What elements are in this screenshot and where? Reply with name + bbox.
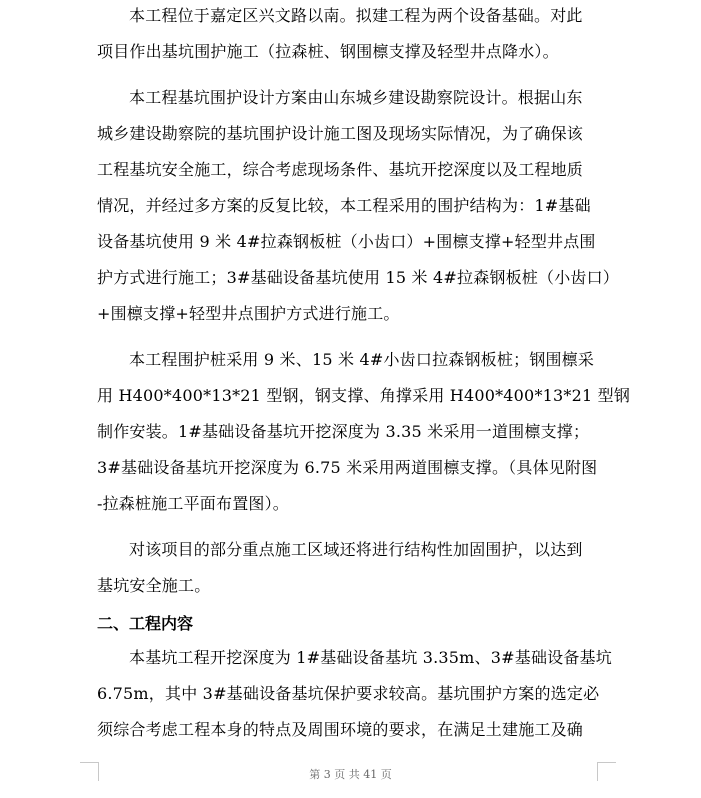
text-line: 6.75m，其中 3#基础设备基坑保护要求较高。基坑围护方案的选定必 — [97, 684, 600, 703]
text-line: 本工程围护桩采用 9 米、15 米 4#小齿口拉森钢板桩；钢围檩采 — [129, 350, 595, 369]
section-heading: 二、工程内容 — [97, 614, 194, 633]
text-line: 须综合考虑工程本身的特点及周围环境的要求，在满足土建施工及确 — [97, 720, 584, 739]
text-line: 城乡建设勘察院的基坑围护设计施工图及现场实际情况，为了确保该 — [97, 124, 584, 143]
text-line: 用 H400*400*13*21 型钢，钢支撑、角撑采用 H400*400*13*21 型钢 — [97, 386, 631, 405]
page-footer: 第 3 页 共 41 页 — [309, 768, 392, 781]
paragraph-3 — [97, 342, 631, 522]
text-line: -拉森桩施工平面布置图）。 — [97, 494, 290, 513]
text-line: +围檩支撑+轻型井点围护方式进行施工。 — [97, 304, 400, 323]
text-line: 本工程基坑围护设计方案由山东城乡建设勘察院设计。根据山东 — [129, 88, 583, 107]
text-line: 项目作出基坑围护施工（拉森桩、钢围檩支撑及轻型井点降水）。 — [97, 42, 559, 61]
document-body — [97, 0, 631, 748]
paragraph-5 — [97, 640, 612, 748]
paragraph-2 — [97, 80, 619, 332]
paragraph-4 — [97, 532, 597, 604]
paragraph-1 — [97, 0, 597, 70]
text-line: 制作安装。1#基础设备基坑开挖深度为 3.35 米采用一道围檩支撑； — [97, 422, 590, 441]
text-line: 本工程位于嘉定区兴文路以南。拟建工程为两个设备基础。对此 — [129, 6, 583, 25]
text-line: 3#基础设备基坑开挖深度为 6.75 米采用两道围檩支撑。（具体见附图 — [97, 458, 598, 477]
text-line: 护方式进行施工；3#基础设备基坑使用 15 米 4#拉森钢板桩（小齿口） — [97, 268, 619, 287]
text-line: 情况，并经过多方案的反复比较，本工程采用的围护结构为：1#基础 — [97, 196, 591, 215]
text-line: 基坑安全施工。 — [97, 576, 211, 595]
text-line: 设备基坑使用 9 米 4#拉森钢板桩（小齿口）+围檩支撑+轻型井点围 — [97, 232, 596, 251]
text-line: 工程基坑安全施工，综合考虑现场条件、基坑开挖深度以及工程地质 — [97, 160, 584, 179]
text-line: 本基坑工程开挖深度为 1#基础设备基坑 3.35m、3#基础设备基坑 — [129, 648, 612, 667]
text-line: 对该项目的部分重点施工区域还将进行结构性加固围护，以达到 — [129, 540, 583, 559]
